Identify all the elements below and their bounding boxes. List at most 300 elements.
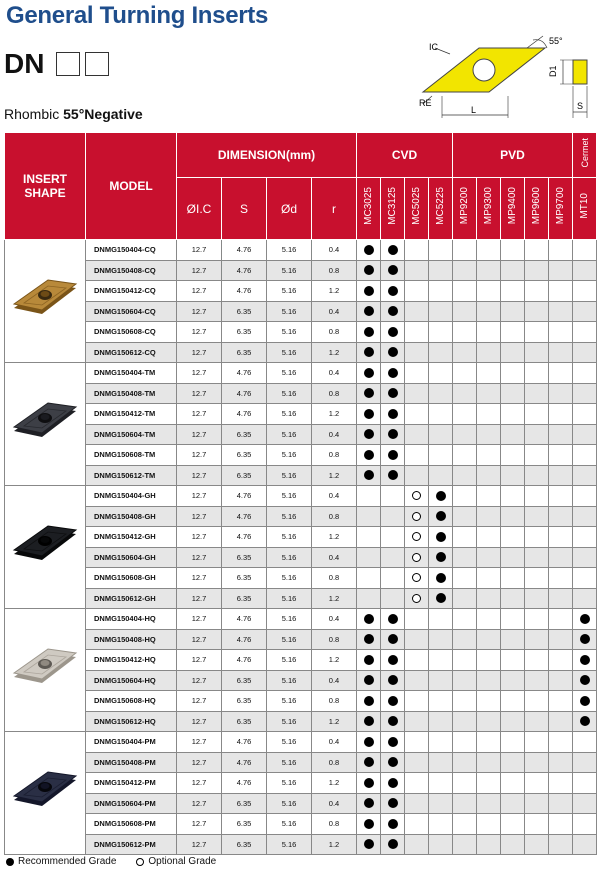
grade-cell	[573, 547, 597, 568]
grade-cell	[573, 629, 597, 650]
model-cell: DNMG150604-GH	[86, 547, 177, 568]
grade-cell	[501, 793, 525, 814]
optional-circle-icon	[412, 573, 421, 582]
dim-d-cell: 5.16	[267, 814, 312, 835]
table-row	[5, 445, 597, 466]
dim-r-cell: 0.4	[312, 670, 357, 691]
grade-cell	[405, 629, 429, 650]
grade-cell	[357, 773, 381, 794]
recommended-dot-icon	[388, 347, 398, 357]
insert-shape-cell	[5, 732, 86, 855]
insert-shape-cell	[5, 240, 86, 363]
dim-r-cell: 0.8	[312, 752, 357, 773]
dim-r-cell: 1.2	[312, 465, 357, 486]
dim-d-cell: 5.16	[267, 424, 312, 445]
recommended-dot-icon	[388, 675, 398, 685]
black-insert-icon	[10, 520, 80, 570]
optional-circle-icon	[412, 553, 421, 562]
grade-cell	[549, 691, 573, 712]
dim-s-cell: 6.35	[222, 465, 267, 486]
header-dim-ic: ØI.C	[177, 178, 222, 240]
grade-cell	[525, 281, 549, 302]
grade-cell	[477, 773, 501, 794]
dim-r-cell: 0.4	[312, 547, 357, 568]
grade-cell	[549, 240, 573, 261]
dim-d-cell: 5.16	[267, 670, 312, 691]
grade-cell	[381, 711, 405, 732]
dim-s-cell: 4.76	[222, 773, 267, 794]
grade-cell	[525, 568, 549, 589]
grade-cell	[549, 834, 573, 855]
grade-cell	[477, 404, 501, 425]
model-cell: DNMG150408-TM	[86, 383, 177, 404]
model-cell: DNMG150404-HQ	[86, 609, 177, 630]
grade-cell	[525, 773, 549, 794]
grade-cell	[525, 793, 549, 814]
dim-s-cell: 4.76	[222, 260, 267, 281]
grade-cell	[381, 773, 405, 794]
grade-cell	[429, 834, 453, 855]
grade-cell	[453, 301, 477, 322]
header-group-pvd: PVD	[453, 133, 573, 178]
grade-cell	[501, 465, 525, 486]
dim-ic-cell: 12.7	[177, 404, 222, 425]
grade-cell	[501, 404, 525, 425]
dim-r-cell: 0.8	[312, 322, 357, 343]
grade-cell	[429, 609, 453, 630]
inserts-table	[4, 132, 597, 855]
dim-ic-cell: 12.7	[177, 322, 222, 343]
model-cell: DNMG150408-GH	[86, 506, 177, 527]
dim-d-cell: 5.16	[267, 383, 312, 404]
dim-d-cell: 5.16	[267, 629, 312, 650]
grade-cell	[525, 691, 549, 712]
grade-cell	[381, 383, 405, 404]
grade-cell	[477, 568, 501, 589]
grade-cell	[381, 793, 405, 814]
grade-cell	[525, 363, 549, 384]
grade-cell	[501, 670, 525, 691]
dim-d-cell: 5.16	[267, 301, 312, 322]
grade-cell	[573, 281, 597, 302]
dim-ic-cell: 12.7	[177, 260, 222, 281]
dim-ic-cell: 12.7	[177, 773, 222, 794]
dim-s-cell: 6.35	[222, 588, 267, 609]
grade-cell	[357, 322, 381, 343]
table-row	[5, 404, 597, 425]
header-grade: MP9600	[525, 178, 549, 240]
grade-cell	[381, 814, 405, 835]
dim-d-cell: 5.16	[267, 260, 312, 281]
recommended-dot-icon	[388, 306, 398, 316]
grade-cell	[405, 260, 429, 281]
dim-d-cell: 5.16	[267, 691, 312, 712]
grade-cell	[453, 363, 477, 384]
grade-cell	[429, 506, 453, 527]
dim-ic-cell: 12.7	[177, 711, 222, 732]
model-cell: DNMG150612-GH	[86, 588, 177, 609]
grade-cell	[501, 240, 525, 261]
dim-r-cell: 0.4	[312, 793, 357, 814]
recommended-dot-icon	[388, 450, 398, 460]
grade-cell	[549, 322, 573, 343]
grade-cell	[549, 281, 573, 302]
header-dimension: DIMENSION(mm)	[177, 133, 357, 178]
header-grade: MP9400	[501, 178, 525, 240]
model-cell: DNMG150612-TM	[86, 465, 177, 486]
grade-cell	[453, 322, 477, 343]
dim-s-cell: 6.35	[222, 711, 267, 732]
header-grade: MC5225	[429, 178, 453, 240]
recommended-dot-icon	[364, 347, 374, 357]
grade-cell	[501, 527, 525, 548]
dim-d-cell: 5.16	[267, 363, 312, 384]
optional-circle-icon	[412, 491, 421, 500]
dim-s-cell: 4.76	[222, 609, 267, 630]
dim-s-cell: 4.76	[222, 281, 267, 302]
grade-cell	[525, 486, 549, 507]
grade-cell	[453, 629, 477, 650]
recommended-dot-icon	[388, 409, 398, 419]
table-row	[5, 281, 597, 302]
grade-cell	[525, 732, 549, 753]
grade-cell	[405, 752, 429, 773]
grade-cell	[429, 363, 453, 384]
recommended-dot-icon	[388, 737, 398, 747]
dim-r-cell: 1.2	[312, 588, 357, 609]
model-cell: DNMG150608-TM	[86, 445, 177, 466]
dim-d-cell: 5.16	[267, 404, 312, 425]
grade-cell	[501, 547, 525, 568]
grade-cell	[501, 506, 525, 527]
grade-cell	[405, 240, 429, 261]
grade-cell	[453, 834, 477, 855]
dim-ic-cell: 12.7	[177, 588, 222, 609]
dim-s-cell: 4.76	[222, 732, 267, 753]
dim-s-cell: 4.76	[222, 363, 267, 384]
grade-cell	[525, 670, 549, 691]
grade-cell	[429, 547, 453, 568]
grade-cell	[381, 240, 405, 261]
grade-cell	[477, 445, 501, 466]
dim-r-cell: 0.8	[312, 629, 357, 650]
grade-cell	[525, 814, 549, 835]
recommended-dot-icon	[388, 655, 398, 665]
legend	[6, 856, 216, 867]
model-cell: DNMG150412-CQ	[86, 281, 177, 302]
insert-diagram-hole	[473, 59, 495, 81]
dim-ic-cell: 12.7	[177, 465, 222, 486]
grade-cell	[429, 732, 453, 753]
recommended-dot-icon	[388, 388, 398, 398]
grade-cell	[405, 404, 429, 425]
table-row	[5, 301, 597, 322]
table-row	[5, 670, 597, 691]
header-grade: MC3025	[357, 178, 381, 240]
dim-r-cell: 0.4	[312, 424, 357, 445]
recommended-dot-icon	[364, 839, 374, 849]
grade-cell	[453, 773, 477, 794]
model-cell: DNMG150404-PM	[86, 732, 177, 753]
grade-cell	[477, 322, 501, 343]
dim-ic-cell: 12.7	[177, 568, 222, 589]
model-cell: DNMG150408-HQ	[86, 629, 177, 650]
grade-cell	[501, 322, 525, 343]
recommended-dot-icon	[364, 819, 374, 829]
recommended-dot-icon	[364, 696, 374, 706]
grade-cell	[477, 301, 501, 322]
header-dim-r: r	[312, 178, 357, 240]
recommended-dot-icon	[364, 450, 374, 460]
grade-cell	[357, 568, 381, 589]
grade-cell	[405, 650, 429, 671]
grade-cell	[357, 342, 381, 363]
dim-s-cell: 4.76	[222, 650, 267, 671]
grade-cell	[573, 363, 597, 384]
table-row	[5, 342, 597, 363]
grade-cell	[573, 752, 597, 773]
grade-cell	[405, 711, 429, 732]
table-row	[5, 506, 597, 527]
model-cell: DNMG150412-TM	[86, 404, 177, 425]
recommended-dot-icon	[364, 245, 374, 255]
header-dim-s: S	[222, 178, 267, 240]
grade-cell	[453, 752, 477, 773]
grade-cell	[405, 281, 429, 302]
recommended-dot-icon	[364, 614, 374, 624]
grade-cell	[357, 465, 381, 486]
grade-cell	[573, 322, 597, 343]
grade-cell	[381, 260, 405, 281]
grade-cell	[549, 711, 573, 732]
grade-cell	[501, 752, 525, 773]
grade-cell	[501, 383, 525, 404]
grade-cell	[405, 424, 429, 445]
optional-circle-icon	[412, 512, 421, 521]
dim-ic-cell: 12.7	[177, 814, 222, 835]
grade-cell	[429, 629, 453, 650]
grade-cell	[525, 629, 549, 650]
grade-cell	[429, 342, 453, 363]
table-row	[5, 486, 597, 507]
grade-cell	[429, 814, 453, 835]
grade-cell	[357, 363, 381, 384]
model-cell: DNMG150412-GH	[86, 527, 177, 548]
grade-cell	[549, 486, 573, 507]
code-box-1	[56, 52, 80, 76]
model-cell: DNMG150608-GH	[86, 568, 177, 589]
grade-cell	[405, 568, 429, 589]
grade-cell	[549, 465, 573, 486]
table-row	[5, 773, 597, 794]
grade-cell	[357, 629, 381, 650]
grade-cell	[573, 342, 597, 363]
grade-cell	[573, 588, 597, 609]
grade-cell	[549, 773, 573, 794]
dim-s-cell: 6.35	[222, 301, 267, 322]
dim-ic-cell: 12.7	[177, 301, 222, 322]
grade-cell	[477, 814, 501, 835]
dim-ic-cell: 12.7	[177, 547, 222, 568]
grade-cell	[429, 793, 453, 814]
grade-cell	[357, 588, 381, 609]
table-row	[5, 814, 597, 835]
grade-cell	[573, 711, 597, 732]
dim-ic-cell: 12.7	[177, 650, 222, 671]
grade-cell	[549, 301, 573, 322]
dim-ic-cell: 12.7	[177, 506, 222, 527]
table-body	[5, 240, 597, 855]
grade-cell	[573, 260, 597, 281]
table-row	[5, 691, 597, 712]
grade-cell	[357, 752, 381, 773]
grade-cell	[453, 670, 477, 691]
dim-d-cell: 5.16	[267, 465, 312, 486]
recommended-dot-icon	[364, 388, 374, 398]
table-row	[5, 383, 597, 404]
table-row	[5, 834, 597, 855]
table-row	[5, 629, 597, 650]
grade-cell	[381, 281, 405, 302]
grade-cell	[549, 342, 573, 363]
recommended-dot-icon	[388, 696, 398, 706]
grade-cell	[429, 301, 453, 322]
grade-cell	[501, 301, 525, 322]
grade-cell	[549, 732, 573, 753]
grade-cell	[525, 527, 549, 548]
dim-r-cell: 1.2	[312, 834, 357, 855]
grade-cell	[381, 568, 405, 589]
dim-s-cell: 6.35	[222, 547, 267, 568]
dim-ic-cell: 12.7	[177, 363, 222, 384]
grade-cell	[381, 465, 405, 486]
grade-cell	[381, 629, 405, 650]
grade-cell	[477, 486, 501, 507]
dim-ic-cell: 12.7	[177, 834, 222, 855]
grade-cell	[357, 301, 381, 322]
grade-cell	[453, 383, 477, 404]
grade-cell	[549, 363, 573, 384]
table-row	[5, 752, 597, 773]
dim-d-cell: 5.16	[267, 588, 312, 609]
dim-ic-cell: 12.7	[177, 240, 222, 261]
dim-r-cell: 0.4	[312, 609, 357, 630]
grade-cell	[549, 588, 573, 609]
recommended-dot-icon	[388, 245, 398, 255]
grade-cell	[453, 588, 477, 609]
grade-cell	[429, 588, 453, 609]
grade-cell	[381, 506, 405, 527]
recommended-dot-icon	[6, 858, 14, 866]
optional-circle-icon	[136, 858, 144, 866]
recommended-dot-icon	[388, 614, 398, 624]
grade-cell	[549, 260, 573, 281]
recommended-dot-icon	[580, 614, 590, 624]
recommended-dot-icon	[364, 409, 374, 419]
dim-r-cell: 1.2	[312, 650, 357, 671]
recommended-dot-icon	[388, 286, 398, 296]
dim-s-cell: 6.35	[222, 814, 267, 835]
label-ic: IC	[429, 42, 438, 52]
table-row	[5, 732, 597, 753]
grade-cell	[405, 363, 429, 384]
grade-cell	[381, 834, 405, 855]
dim-r-cell: 0.8	[312, 691, 357, 712]
silver-insert-icon	[10, 643, 80, 693]
grade-cell	[549, 609, 573, 630]
recommended-dot-icon	[580, 696, 590, 706]
grade-cell	[477, 752, 501, 773]
grade-cell	[501, 834, 525, 855]
header-insert-shape-line1: INSERT	[22, 172, 67, 186]
code-box-2	[85, 52, 109, 76]
grade-cell	[525, 342, 549, 363]
header-group-cvd: CVD	[357, 133, 453, 178]
recommended-dot-icon	[364, 778, 374, 788]
grade-cell	[429, 670, 453, 691]
label-s: S	[577, 101, 584, 111]
dim-ic-cell: 12.7	[177, 486, 222, 507]
recommended-dot-icon	[364, 634, 374, 644]
grade-cell	[501, 260, 525, 281]
grade-cell	[501, 342, 525, 363]
recommended-dot-icon	[436, 491, 446, 501]
recommended-dot-icon	[364, 798, 374, 808]
dim-ic-cell: 12.7	[177, 793, 222, 814]
grade-cell	[525, 322, 549, 343]
grade-cell	[357, 650, 381, 671]
grade-cell	[477, 609, 501, 630]
dim-d-cell: 5.16	[267, 568, 312, 589]
grade-cell	[477, 424, 501, 445]
grade-cell	[405, 609, 429, 630]
grade-cell	[549, 424, 573, 445]
grade-cell	[501, 814, 525, 835]
model-cell: DNMG150404-CQ	[86, 240, 177, 261]
grade-cell	[573, 670, 597, 691]
grade-cell	[477, 834, 501, 855]
grade-cell	[453, 527, 477, 548]
model-cell: DNMG150608-HQ	[86, 691, 177, 712]
dim-d-cell: 5.16	[267, 732, 312, 753]
dim-r-cell: 0.8	[312, 445, 357, 466]
recommended-dot-icon	[580, 634, 590, 644]
recommended-dot-icon	[364, 368, 374, 378]
recommended-dot-icon	[388, 368, 398, 378]
model-cell: DNMG150408-PM	[86, 752, 177, 773]
recommended-dot-icon	[364, 286, 374, 296]
recommended-dot-icon	[388, 265, 398, 275]
dim-r-cell: 0.4	[312, 363, 357, 384]
grade-cell	[357, 404, 381, 425]
recommended-dot-icon	[436, 511, 446, 521]
grade-cell	[477, 711, 501, 732]
table-row	[5, 322, 597, 343]
label-l: L	[471, 105, 477, 115]
grade-cell	[573, 834, 597, 855]
header-grade: MP9200	[453, 178, 477, 240]
grade-cell	[453, 568, 477, 589]
grade-cell	[477, 588, 501, 609]
dim-r-cell: 0.8	[312, 506, 357, 527]
dim-ic-cell: 12.7	[177, 629, 222, 650]
grade-cell	[381, 609, 405, 630]
grade-cell	[357, 281, 381, 302]
grade-cell	[405, 547, 429, 568]
grade-cell	[453, 424, 477, 445]
subtitle-prefix: Rhombic	[4, 106, 60, 122]
grade-cell	[405, 465, 429, 486]
